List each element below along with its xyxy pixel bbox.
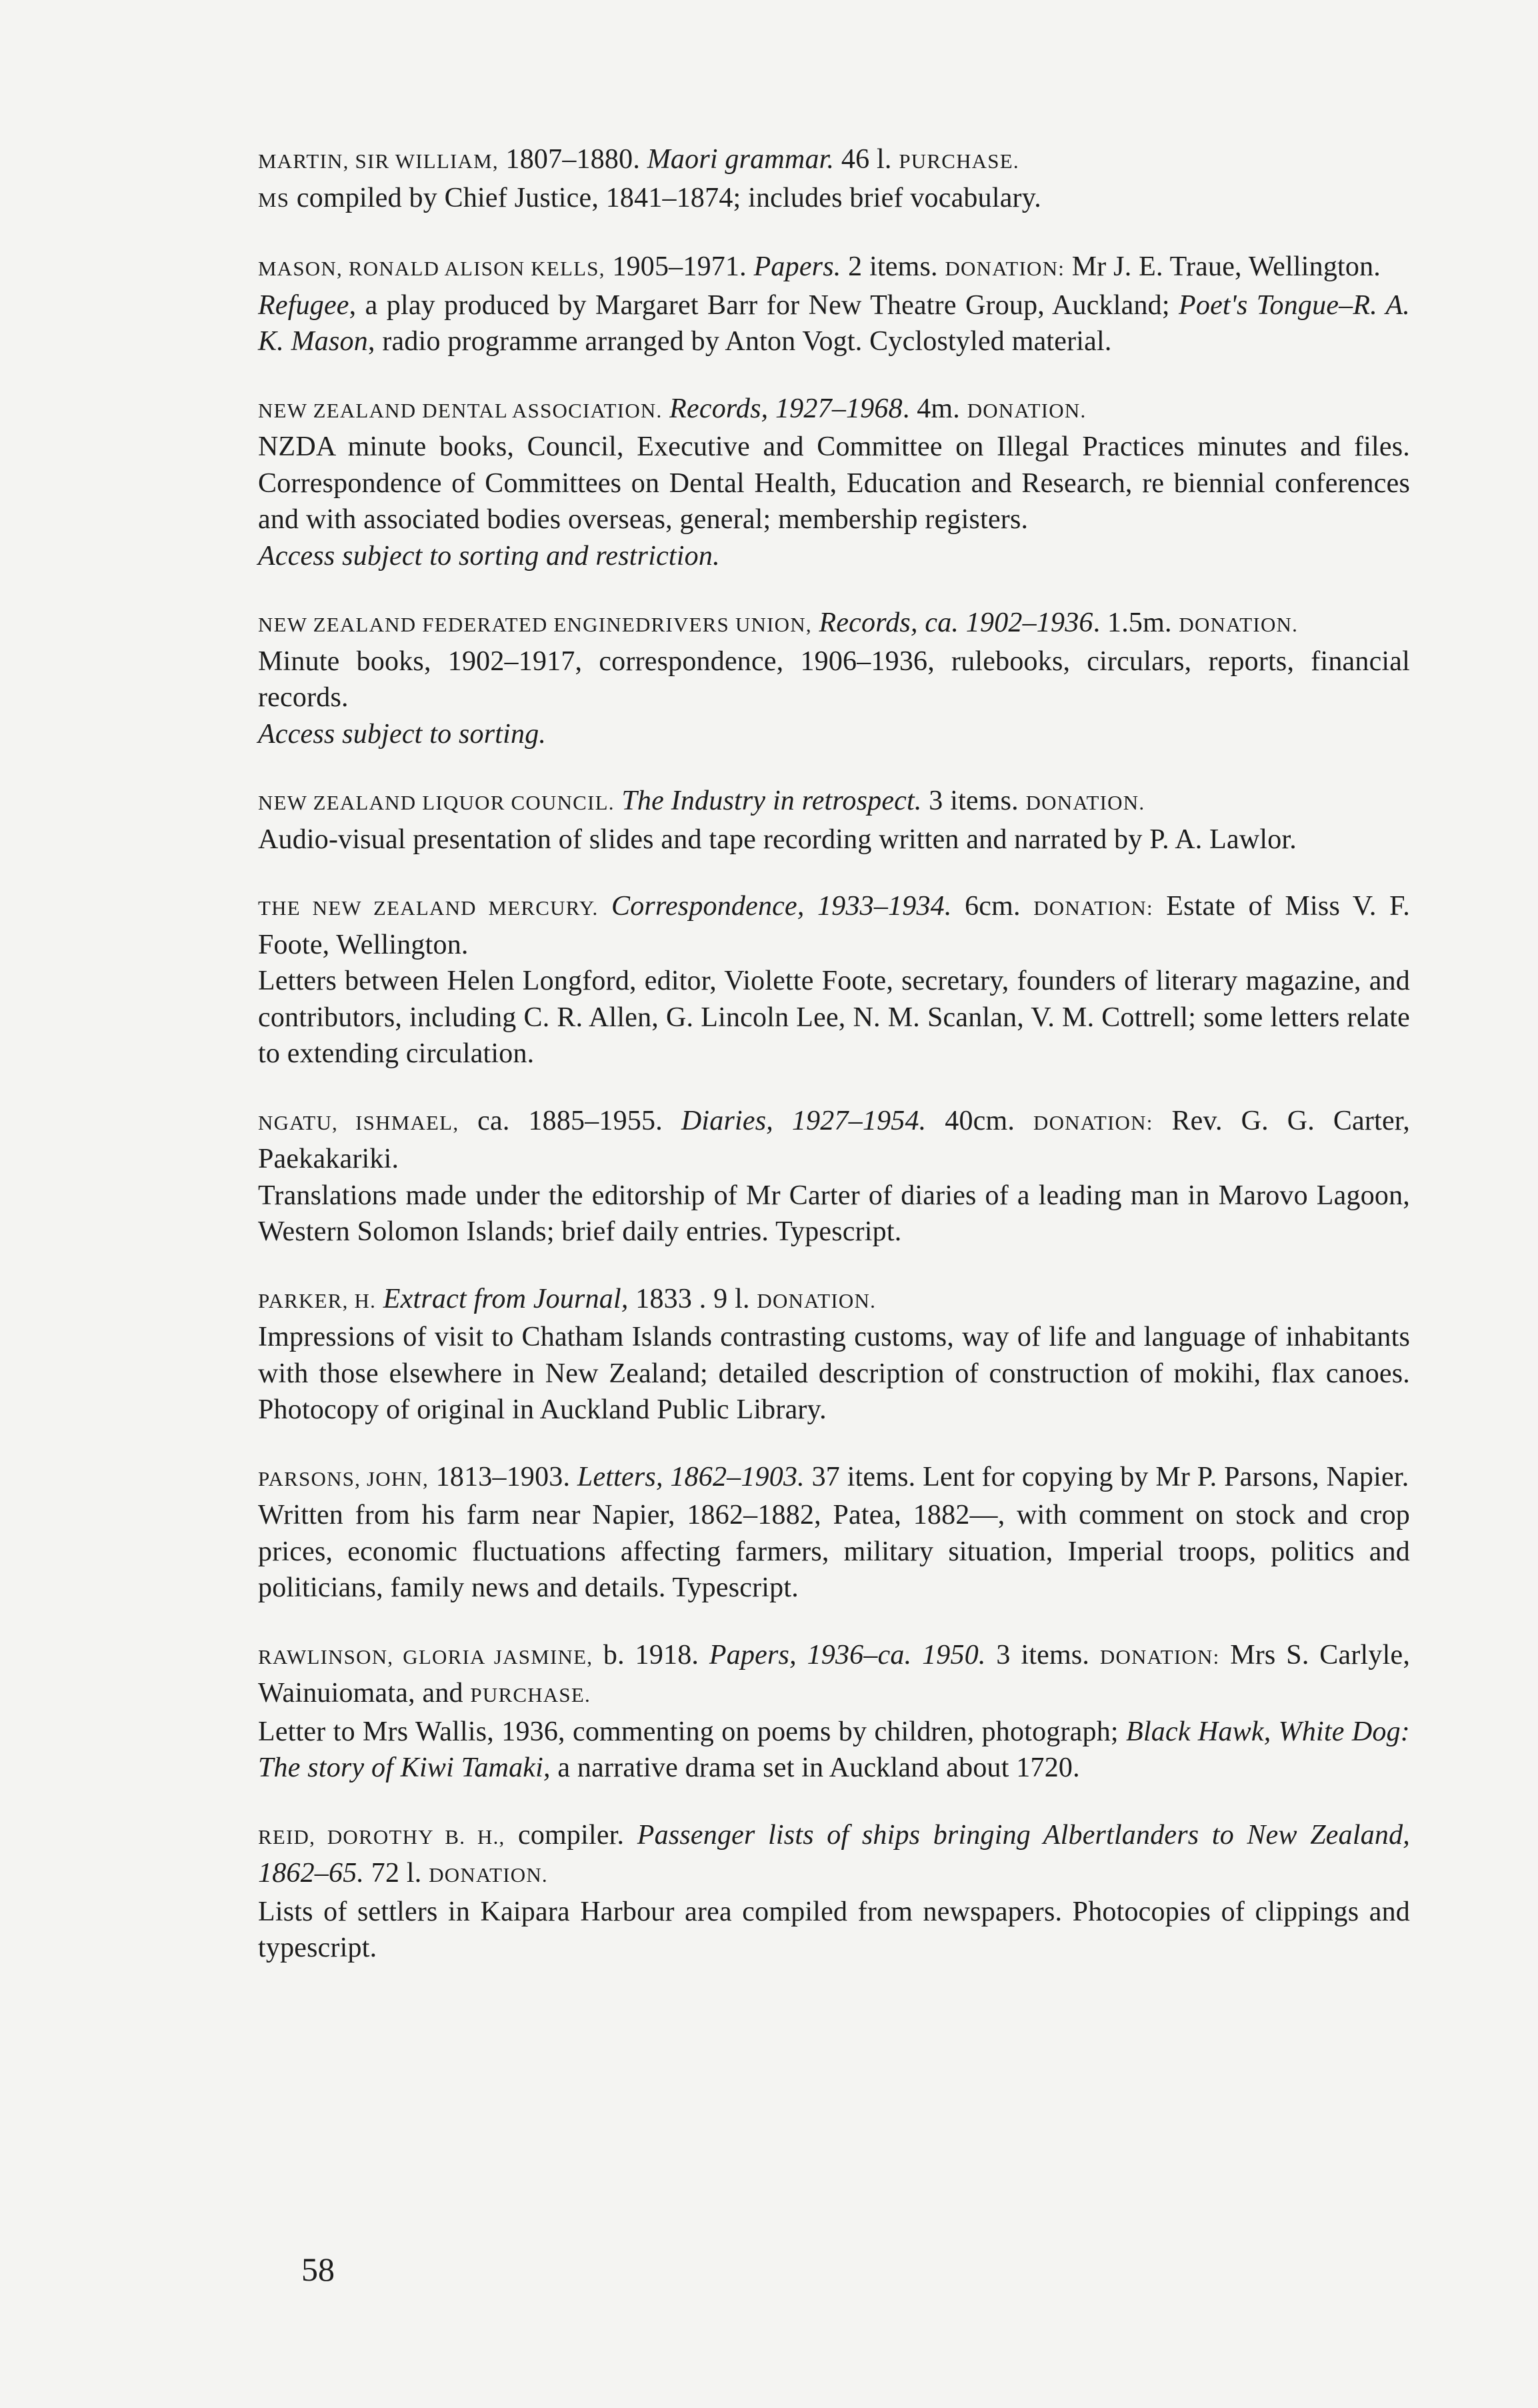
- access-note-text: Access subject to sorting.: [258, 718, 547, 750]
- entry-access-note: [258, 716, 1410, 753]
- entry-source: DONATION.: [757, 1288, 877, 1312]
- entry-dates: 1807–1880.: [498, 144, 647, 175]
- entry-dates: compiler.: [505, 1819, 637, 1851]
- page-number: 58: [301, 2251, 335, 2288]
- entry-heading-line: [258, 783, 1410, 822]
- entry-description: Lists of settlers in Kaipara Harbour area compiled from newspapers. Photocopies of clippings and typescript.: [258, 1896, 1410, 1963]
- entry-extent: 37 items. Lent for copying by Mr P. Parsons, Napier.: [804, 1461, 1409, 1492]
- entry-author: PARSONS, JOHN,: [258, 1466, 429, 1490]
- entry-source-detail: Rev. G. G. Carter, Paekakariki.: [258, 1105, 1410, 1174]
- entry-heading-line: [258, 1637, 1410, 1714]
- entry-extent: 72 l.: [364, 1858, 429, 1889]
- entry-title: The Industry in retrospect.: [614, 786, 922, 816]
- entry-extent: 46 l.: [834, 144, 899, 175]
- entry-title: Maori grammar.: [647, 144, 835, 175]
- entry-description: Letters between Helen Longford, editor, Violette Foote, secretary, founders of literary magazine, and contributors, including C. R. Allen, G. Lincoln Lee, N. M. Scanlan, V. M. Cottrell; some letters relate to extending circulation.: [258, 966, 1410, 1069]
- entry-heading-line: [258, 1103, 1410, 1178]
- entry-extent: 40cm.: [926, 1105, 1033, 1136]
- entry-nz-enginedrivers-union: [258, 605, 1410, 752]
- entry-source: DONATION.: [967, 398, 1087, 422]
- entry-author: RAWLINSON, GLORIA JASMINE,: [258, 1644, 593, 1668]
- entry-source-detail: Estate of Miss V. F. Foote, Wellington.: [258, 891, 1410, 960]
- entry-ngatu: [258, 1103, 1410, 1250]
- entry-heading-line: [258, 605, 1410, 644]
- entry-heading-line: [258, 141, 1410, 180]
- entry-extent: 6cm.: [951, 891, 1034, 922]
- entry-description: Minute books, 1902–1917, correspondence, 1906–1936, rulebooks, circulars, reports, financial records.: [258, 646, 1410, 713]
- entry-title: Records, 1927–1968: [662, 393, 903, 424]
- entry-heading-line: [258, 1281, 1410, 1320]
- entry-source: DONATION:: [1099, 1644, 1220, 1668]
- entry-heading-line: [258, 1817, 1410, 1894]
- entry-source: DONATION.: [1025, 791, 1145, 814]
- entry-author: PARKER, H.: [258, 1288, 377, 1312]
- entry-author: NEW ZEALAND LIQUOR COUNCIL.: [258, 791, 615, 814]
- entry-source: PURCHASE.: [899, 149, 1019, 173]
- entry-extent: 3 items.: [921, 786, 1026, 816]
- entry-desc-text: , a play produced by Margaret Barr for New Theatre Group, Auckland;: [349, 289, 1179, 321]
- entry-author: MASON, RONALD ALISON KELLS,: [258, 257, 605, 280]
- entry-extent: . 1.5m.: [1093, 608, 1179, 638]
- entry-author: NEW ZEALAND DENTAL ASSOCIATION.: [258, 398, 663, 422]
- entry-heading-line: [258, 249, 1410, 287]
- entry-author: NGATU, ISHMAEL,: [258, 1110, 459, 1134]
- entry-extent: 2 items.: [841, 251, 945, 282]
- entry-source: DONATION:: [945, 257, 1065, 280]
- entry-author: REID, DOROTHY B. H.,: [258, 1825, 505, 1849]
- entry-desc-italic: Poet's Tongue–R. A. K. Mason: [258, 289, 1410, 357]
- entry-title: Papers.: [753, 251, 841, 282]
- entry-description: [258, 287, 1410, 360]
- entry-dates: b. 1918.: [593, 1639, 709, 1670]
- entry-title: Papers, 1936–ca. 1950.: [709, 1639, 986, 1670]
- entry-extent: 3 items.: [985, 1639, 1100, 1670]
- entry-source-second: PURCHASE.: [470, 1683, 591, 1706]
- entry-reid: [258, 1817, 1410, 1967]
- entry-rawlinson: [258, 1637, 1410, 1786]
- entry-source: DONATION:: [1033, 1110, 1153, 1134]
- entry-desc-text: , radio programme arranged by Anton Vogt. Cyclostyled material.: [367, 326, 1112, 357]
- entry-author: THE NEW ZEALAND MERCURY.: [258, 896, 599, 920]
- entry-desc-prefix: MS: [258, 187, 290, 211]
- entry-source-detail: Mrs S. Carlyle, Wainuiomata, and: [258, 1639, 1411, 1708]
- entry-nz-liquor-council: [258, 783, 1410, 858]
- entry-heading-line: [258, 391, 1410, 429]
- entry-title: Extract from Journal,: [376, 1283, 629, 1314]
- entry-description: Audio-visual presentation of slides and tape recording written and narrated by P. A. Lawlor.: [258, 824, 1297, 855]
- entry-source: DONATION:: [1033, 896, 1153, 920]
- entry-dates: 1813–1903.: [429, 1461, 577, 1492]
- entry-title: Diaries, 1927–1954.: [681, 1105, 927, 1136]
- entry-desc-italic: Refugee: [258, 289, 349, 321]
- entry-source: DONATION.: [429, 1863, 548, 1887]
- entry-martin: [258, 141, 1410, 218]
- entry-heading-line: [258, 1459, 1410, 1498]
- entry-author: MARTIN, SIR WILLIAM,: [258, 149, 499, 173]
- entry-desc-text: Letter to Mrs Wallis, 1936, commenting on poems by children, photograph;: [258, 1716, 1127, 1747]
- entry-dates: ca. 1885–1955.: [459, 1105, 681, 1136]
- entry-description: Translations made under the editorship of Mr Carter of diaries of a leading man in Marovo Lagoon, Western Solomon Islands; brief daily entries. Typescript.: [258, 1180, 1410, 1247]
- entry-title: Records, ca. 1902–1936: [811, 608, 1093, 638]
- access-note-text: Access subject to sorting and restriction.: [258, 540, 720, 571]
- entry-source: DONATION.: [1179, 613, 1299, 636]
- entry-mason: [258, 249, 1410, 360]
- entry-parsons: [258, 1459, 1410, 1606]
- entry-desc-text: a narrative drama set in Auckland about 1720.: [550, 1752, 1080, 1783]
- entry-author: NEW ZEALAND FEDERATED ENGINEDRIVERS UNION,: [258, 613, 812, 636]
- entry-description: [258, 180, 1410, 219]
- catalogue-entries: [258, 141, 1410, 1997]
- entry-description: Written from his farm near Napier, 1862–1882, Patea, 1882—, with comment on stock and crop prices, economic fluctuations affecting farmers, military situation, Imperial troops, politics and politicians, family news and details. Typescript.: [258, 1500, 1410, 1603]
- entry-extent: 1833 . 9 l.: [628, 1283, 757, 1314]
- entry-heading-line: [258, 888, 1410, 963]
- entry-dates: 1905–1971.: [605, 251, 754, 282]
- entry-access-note: [258, 538, 1410, 575]
- entry-desc-text: compiled by Chief Justice, 1841–1874; includes brief vocabulary.: [289, 182, 1041, 213]
- entry-extent: . 4m.: [902, 393, 967, 424]
- entry-nz-mercury: [258, 888, 1410, 1072]
- entry-title: Letters, 1862–1903.: [577, 1461, 805, 1492]
- entry-title: Passenger lists of ships bringing Albertlanders to New Zealand, 1862–65.: [258, 1819, 1410, 1889]
- entry-title: Correspondence, 1933–1934.: [598, 891, 952, 922]
- entry-parker: [258, 1281, 1410, 1428]
- entry-nz-dental-association: [258, 391, 1410, 575]
- entry-description: NZDA minute books, Council, Executive and Committee on Illegal Practices minutes and files. Correspondence of Committees on Dental Health, Education and Research, re biennial conferences and with associated bodies overseas, general; membership registers.: [258, 431, 1410, 535]
- entry-description: Impressions of visit to Chatham Islands contrasting customs, way of life and language of inhabitants with those elsewhere in New Zealand; detailed description of construction of mokihi, flax canoes. Photocopy of original in Auckland Public Library.: [258, 1322, 1410, 1425]
- entry-source-detail: Mr J. E. Traue, Wellington.: [1065, 251, 1381, 282]
- entry-desc-italic: Black Hawk, White Dog: The story of Kiwi Tamaki,: [258, 1716, 1410, 1783]
- entry-description: [258, 1714, 1410, 1786]
